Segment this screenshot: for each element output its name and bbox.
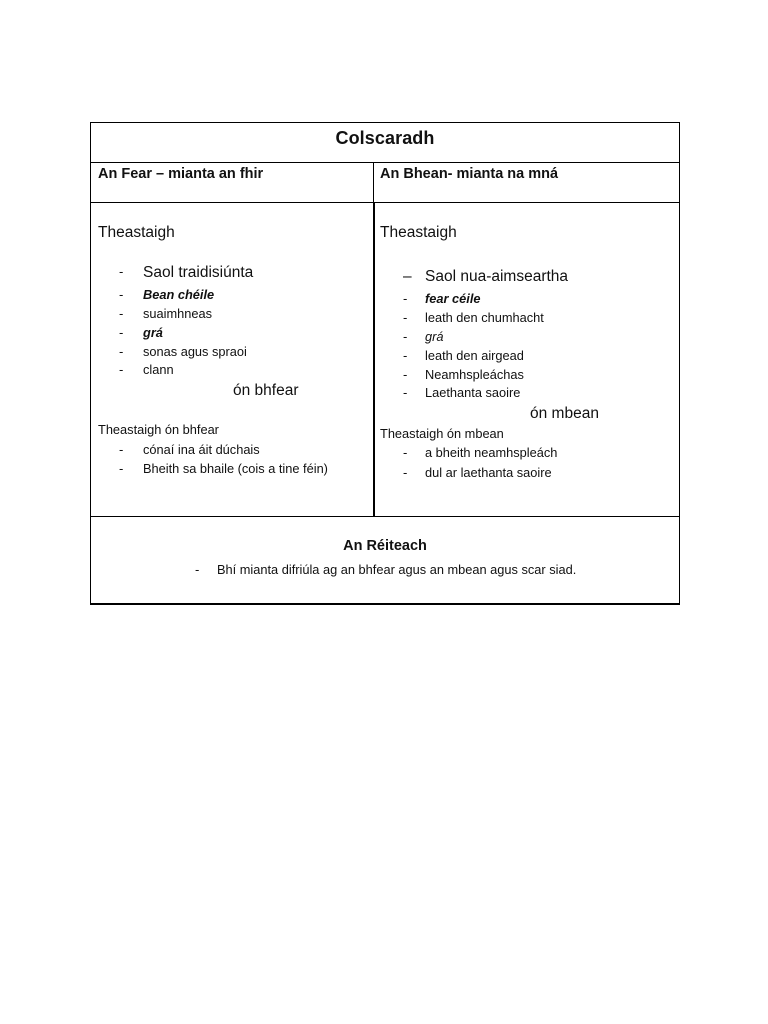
footer-text: Bhí mianta difriúla ag an bhfear agus an mbean agus scar siad. <box>217 562 577 577</box>
bullet-dash: - <box>403 385 408 400</box>
list-item: Bheith sa bhaile (cois a tine féin) <box>143 461 328 476</box>
list-item: grá <box>143 325 163 340</box>
list-item: suaimhneas <box>143 306 213 321</box>
bullet-dash: – <box>403 268 412 285</box>
list-item: grá <box>425 329 444 344</box>
bullet-dash: - <box>403 310 408 325</box>
right-sub-heading: Theastaigh ón mbean <box>380 426 504 441</box>
list-item: a bheith neamhspleách <box>425 445 558 460</box>
header-row <box>91 163 679 203</box>
bullet-dash: - <box>403 367 408 382</box>
footer-row <box>91 517 679 605</box>
list-item: leath den airgead <box>425 348 524 363</box>
title-row <box>91 123 679 163</box>
bullet-dash: - <box>403 329 408 344</box>
right-column-header: An Bhean- mianta na mná <box>380 166 559 182</box>
bullet-dash: - <box>403 348 408 363</box>
list-item: Laethanta saoire <box>425 385 521 400</box>
bullet-dash: - <box>119 442 124 457</box>
bullet-dash: - <box>403 291 408 306</box>
list-item: cónaí ina áit dúchais <box>143 442 260 457</box>
list-item: sonas agus spraoi <box>143 344 247 359</box>
list-item: fear céile <box>425 291 481 306</box>
right-tail: ón mbean <box>530 405 599 422</box>
body-row <box>91 203 679 517</box>
left-list-main: Saol traidisiúnta <box>143 264 254 281</box>
bullet-dash: - <box>119 325 124 340</box>
right-heading: Theastaigh <box>380 224 457 241</box>
list-item: clann <box>143 362 174 377</box>
bullet-dash: - <box>119 344 124 359</box>
list-item: Neamhspleáchas <box>425 367 524 382</box>
bullet-dash: - <box>119 461 124 476</box>
bullet-dash: - <box>195 562 200 577</box>
colscaradh-table <box>90 122 680 605</box>
list-item: dul ar laethanta saoire <box>425 465 552 480</box>
left-sub-heading: Theastaigh ón bhfear <box>98 422 219 437</box>
bullet-dash: - <box>403 465 408 480</box>
footer-title: An Réiteach <box>343 538 427 554</box>
bullet-dash: - <box>119 306 124 321</box>
list-item: leath den chumhacht <box>425 310 544 325</box>
list-item: Bean chéile <box>143 287 215 302</box>
right-list-main: Saol nua-aimseartha <box>425 268 569 285</box>
left-tail: ón bhfear <box>233 382 299 399</box>
bullet-dash: - <box>119 362 124 377</box>
bullet-dash: - <box>403 445 408 460</box>
left-heading: Theastaigh <box>98 224 175 241</box>
left-column-header: An Fear – mianta an fhir <box>98 166 264 182</box>
table-title: Colscaradh <box>335 128 435 148</box>
bullet-dash: - <box>119 264 124 279</box>
bullet-dash: - <box>119 287 124 302</box>
